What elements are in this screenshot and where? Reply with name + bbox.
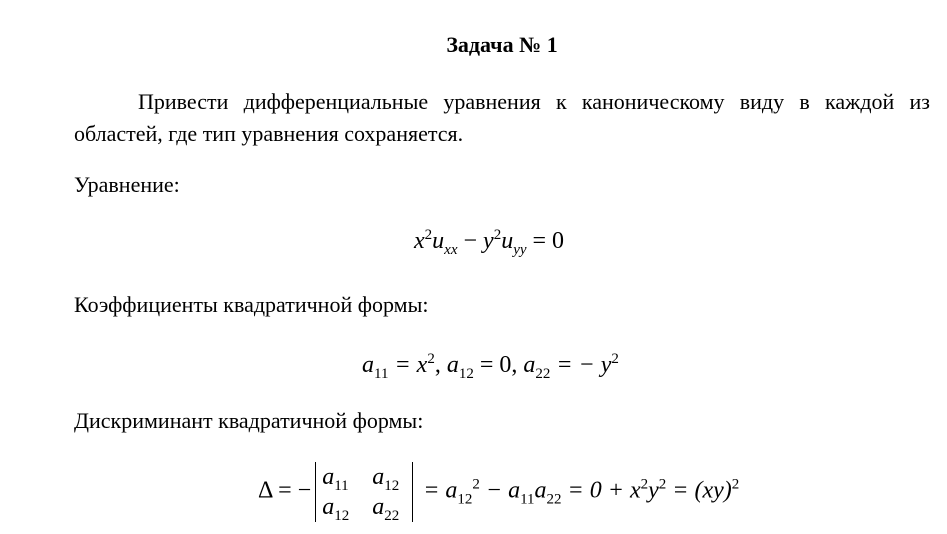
task-text: Привести дифференциальные уравнения к каноническому виду в каждой из областей, где тип уравнения сохраняется. — [74, 89, 930, 146]
coefficients-label: Коэффициенты квадратичной формы: — [74, 292, 429, 317]
discriminant-formula: Δ = − $a_{11}$ $a_{12}$ $a_{12}$ $a_{22}$ = $a_{12}^2 - a_{11}a_{22} = 0 + x^2y^2 = (xy)^2$ — [258, 464, 740, 524]
page-title: Задача № 1 — [446, 32, 558, 57]
discriminant-label: Дискриминант квадратичной формы: — [74, 408, 424, 433]
determinant-matrix: $a_{11}$ $a_{12}$ $a_{12}$ $a_{22}$ — [315, 462, 413, 522]
equation-formula: $x^2u_{xx} - y^2u_{yy} = 0$ — [414, 227, 565, 258]
coefficients-formula: $a_{11} = x^2$, $a_{12} = 0$, $a_{22}$ = − $y^2$ — [362, 351, 619, 382]
equation-label: Уравнение: — [74, 172, 180, 197]
